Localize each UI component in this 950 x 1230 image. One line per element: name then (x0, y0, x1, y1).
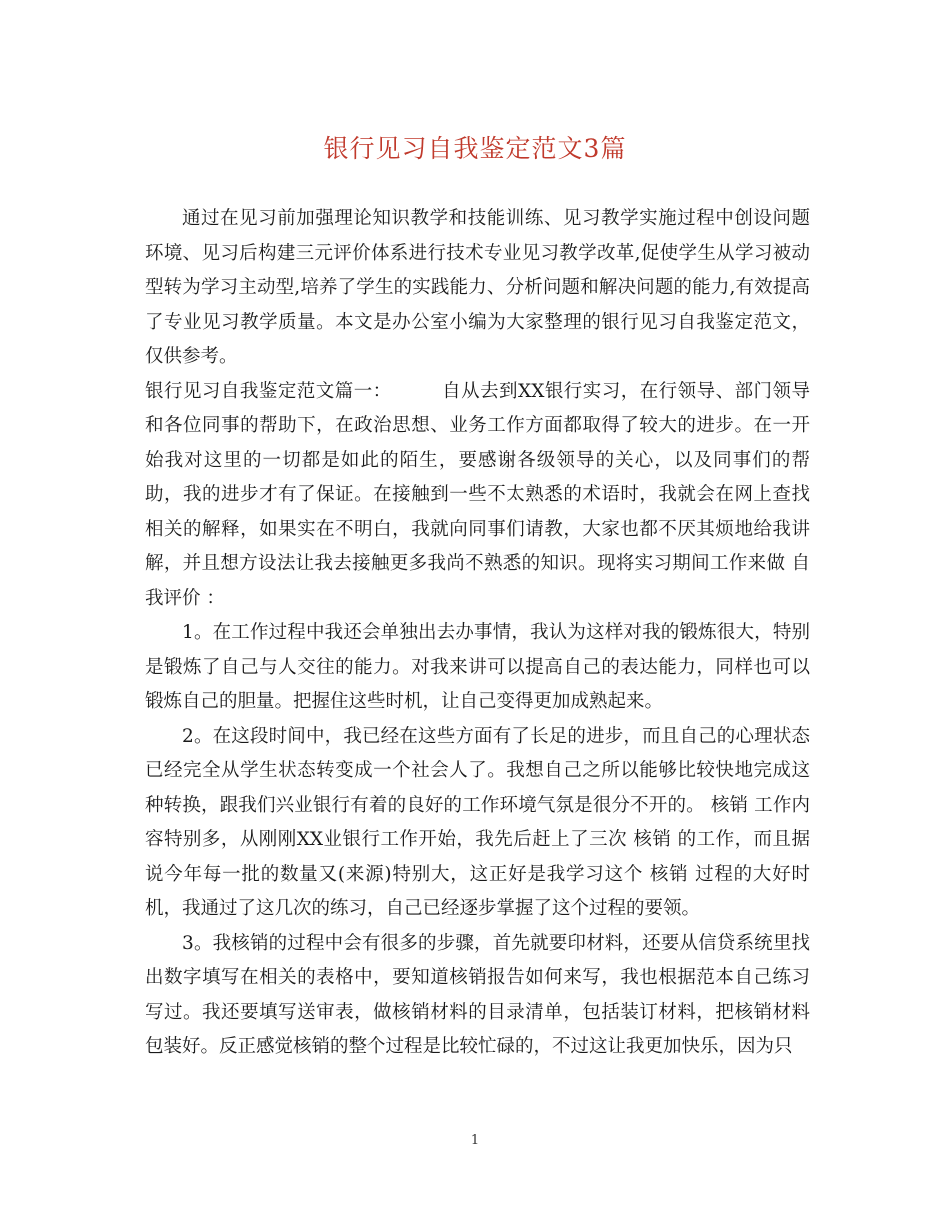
list-item-1: 1。在工作过程中我还会单独出去办事情，我认为这样对我的锻炼很大，特别是锻炼了自己与人交往的能力。对我来讲可以提高自己的表达能力，同样也可以锻炼自己的胆量。把握住这些时机，让自己变得更加成熟起来。 (145, 622, 810, 712)
section-one-paragraph (145, 375, 810, 617)
list-item-3: 3。我核销的过程中会有很多的步骤，首先就要印材料，还要从信贷系统里找出数字填写在相关的表格中，要知道核销报告如何来写，我也根据范本自己练习写过。我还要填写送审表，做核销材料的目录清单，包括装订材料，把核销材料包装好。反正感觉核销的整个过程是比较忙碌的，不过这让我更加快乐，因为只 (145, 932, 810, 1057)
document-title: 银行见习自我鉴定范文3篇 (323, 134, 627, 163)
document-body (145, 202, 810, 1065)
intro-paragraph: 通过在见习前加强理论知识教学和技能训练、见习教学实施过程中创设问题环境、见习后构建三元评价体系进行技术专业见习教学改革,促使学生从学习被动型转为学习主动型,培养了学生的实践能力、分析问题和解决问题的能力,有效提高了专业见习教学质量。本文是办公室小编为大家整理的银行见习自我鉴定范文，仅供参考。 (145, 208, 810, 367)
list-item-2: 2。在这段时间中，我已经在这些方面有了长足的进步，而且自己的心理状态已经完全从学生状态转变成一个社会人了。我想自己之所以能够比较快地完成这种转换，跟我们兴业银行有着的良好的工作环境气氛是很分不开的。 核销 工作内容特别多，从刚刚XX业银行工作开始，我先后赶上了三次 核销 的工作，而且据说今年每一批的数量又(来源)特别大，这正好是我学习这个 核销 过程的大好时机，我通过了这几次的练习，自己已经逐步掌握了这个过程的要领。 (145, 725, 810, 919)
page-number: 1 (470, 1133, 480, 1148)
section-one-body: 自从去到XX银行实习，在行领导、部门领导和各位同事的帮助下，在政治思想、业务工作方面都取得了较大的进步。在一开始我对这里的一切都是如此的陌生，要感谢各级领导的关心，以及同事们的帮助，我的进步才有了保证。在接触到一些不太熟悉的术语时，我就会在网上查找相关的解释，如果实在不明白，我就向同事们请教，大家也都不厌其烦地给我讲解，并且想方设法让我去接触更多我尚不熟悉的知识。现将实习期间工作来做 自我评价 ： (145, 380, 810, 609)
section-one-heading: 银行见习自我鉴定范文篇一： (145, 380, 392, 402)
